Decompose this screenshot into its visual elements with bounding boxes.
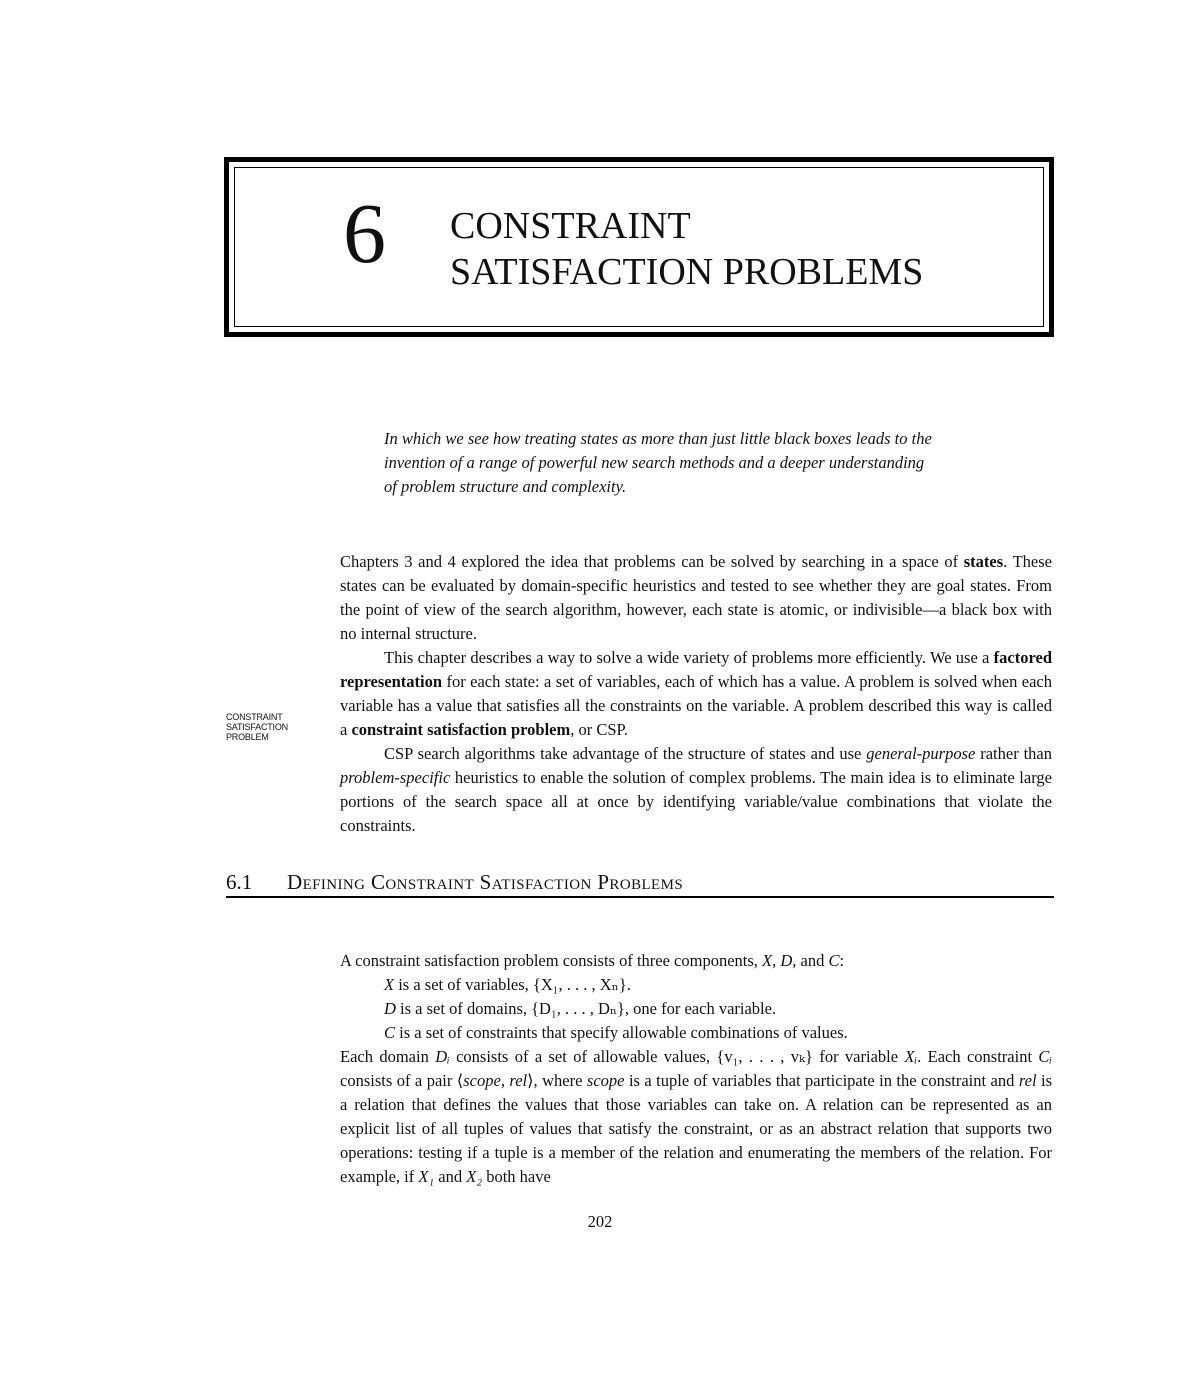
chapter-epigraph [384, 427, 1024, 499]
emphasis-general-purpose: general-purpose [866, 744, 976, 763]
page-number: 202 [587, 1212, 613, 1231]
epigraph-line-3: of problem structure and complexity. [384, 477, 627, 496]
intro-paragraph-1 [340, 550, 1052, 646]
epigraph-line-1: In which we see how treating states as more than just little black boxes leads to the [384, 429, 932, 448]
component-item-c [340, 1021, 1052, 1045]
text-run: and [434, 1167, 467, 1186]
text-run: Each domain [340, 1047, 436, 1066]
chapter-title [450, 203, 923, 295]
component-item-x [340, 973, 1052, 997]
section-body [340, 949, 1052, 1189]
math-d-i: Dᵢ [435, 1047, 450, 1066]
margin-note-line-3: PROBLEM [226, 732, 269, 742]
text-run: Chapters 3 and 4 explored the idea that problems can be solved by searching in a space of [340, 552, 964, 571]
text-run: This chapter describes a way to solve a wide variety of problems more efficiently. We use a [384, 648, 994, 667]
epigraph-line-2: invention of a range of powerful new search methods and a deeper understanding [384, 453, 925, 472]
math-x-d: X, D, [762, 951, 797, 970]
math-var-c: C [384, 1023, 396, 1042]
emphasis-problem-specific: problem-specific [340, 768, 451, 787]
emphasis-scope: scope [463, 1071, 501, 1090]
section-title: Defining Constraint Satisfaction Problems [287, 870, 684, 894]
key-term-factored-representation: factored representation [340, 648, 1052, 691]
text-run: consists of a set of allowable values, {v₁, . . . , vₖ} for variable [449, 1047, 905, 1066]
chapter-number: 6 [343, 185, 386, 281]
text-run: rather than [975, 744, 1052, 763]
intro-paragraph-3 [340, 742, 1052, 838]
key-term-states: states [963, 552, 1004, 571]
key-term-csp: constraint satisfaction problem [351, 720, 571, 739]
section-intro [340, 949, 1052, 973]
text-run: for each state: a set of variables, each of which has a value. A problem is solved when each variable has a value that satisfies all the constraints on the variable. A problem described this way is called a [340, 672, 1052, 739]
math-x-2: X₂ [466, 1167, 483, 1186]
chapter-title-box-inner-border [234, 167, 1044, 327]
text-run: consists of a pair ⟨ [340, 1071, 464, 1090]
chapter-title-box [224, 157, 1054, 337]
text-run: and [796, 951, 829, 970]
section-paragraph [340, 1045, 1052, 1189]
math-x-1: X₁ [418, 1167, 435, 1186]
text-run: CSP search algorithms take advantage of the structure of states and use [384, 744, 867, 763]
emphasis-scope: scope [586, 1071, 625, 1090]
text-run: is a tuple of variables that participate in the constraint and [624, 1071, 1019, 1090]
component-item-d [340, 997, 1052, 1021]
intro-paragraph-2 [340, 646, 1052, 742]
text-run: ⟩, where [527, 1071, 587, 1090]
margin-note-csp [226, 712, 288, 742]
text-run: heuristics to enable the solution of complex problems. The main idea is to eliminate large portions of the search space all at once by identifying variable/value combinations that violate the constraints. [340, 768, 1052, 835]
chapter-title-line-2: SATISFACTION PROBLEMS [450, 251, 924, 293]
text-run: both have [482, 1167, 551, 1186]
math-x-i: Xᵢ [904, 1047, 918, 1066]
math-var-x: X [384, 975, 395, 994]
text-run: A constraint satisfaction problem consists of three components, [340, 951, 763, 970]
text-run: . Each constraint [917, 1047, 1039, 1066]
text-run: : [839, 951, 845, 970]
text-run: is a set of variables, {X₁, . . . , Xₙ}. [394, 975, 631, 994]
text-run: is a relation that defines the values that those variables can take on. A relation can be represented as an explicit list of all tuples of values that satisfy the constraint, or as an abstract relation that supports two operations: testing if a tuple is a member of the relation and enumerating the members of the relation. For example, if [340, 1071, 1052, 1186]
text-run: is a set of constraints that specify allowable combinations of values. [395, 1023, 848, 1042]
margin-note-line-2: SATISFACTION [226, 722, 288, 732]
emphasis-rel: rel [1018, 1071, 1037, 1090]
text-run: is a set of domains, {D₁, . . . , Dₙ}, one for each variable. [395, 999, 777, 1018]
margin-note-line-1: CONSTRAINT [226, 712, 283, 722]
math-c-i: Cᵢ [1038, 1047, 1053, 1066]
text-run: , [500, 1071, 510, 1090]
text-run: . These states can be evaluated by domain-specific heuristics and tested to see whether they are goal states. From the point of view of the search algorithm, however, each state is atomic, or indivisible—a black box with no internal structure. [340, 552, 1052, 643]
emphasis-rel: rel [509, 1071, 528, 1090]
math-var-d: D [384, 999, 396, 1018]
intro-text [340, 550, 1052, 838]
section-heading [226, 868, 1054, 898]
section-number: 6.1 [226, 870, 253, 894]
math-c: C [828, 951, 840, 970]
text-run: , or CSP. [570, 720, 629, 739]
chapter-title-line-1: CONSTRAINT [450, 205, 691, 247]
